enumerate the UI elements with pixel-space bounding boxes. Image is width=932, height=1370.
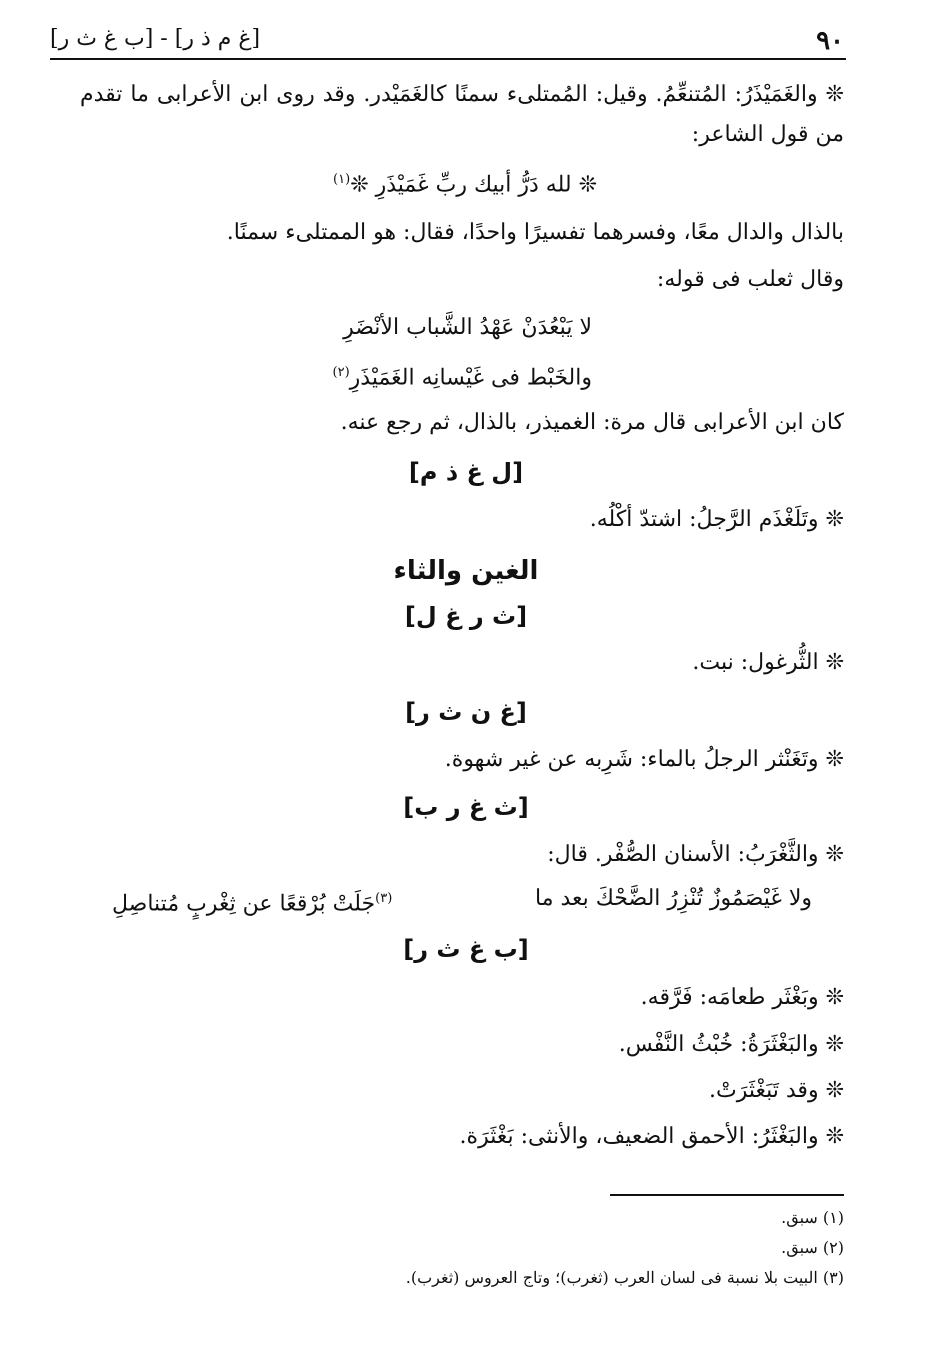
page-number: ٩٠: [816, 26, 844, 56]
root-heading: [ث ر غ ل]: [404, 602, 528, 630]
paragraph-line: من قول الشاعر:: [691, 122, 844, 147]
footnote-divider: [610, 1194, 844, 1196]
entry-line: ❊ الثُّرغول: نبت.: [692, 650, 844, 675]
footnote-marker: (٢): [332, 365, 350, 380]
root-heading: [غ ن ث ر]: [405, 698, 527, 726]
entry-line: ❊ وبَغْثَر طعامَه: فَرَّقه.: [640, 985, 844, 1010]
entry-line: ❊ والثَّغْرَبُ: الأسنان الصُّفْر. قال:: [547, 842, 844, 867]
paragraph-line: ❊ والغَمَيْذَرُ: المُتنعِّمُ. وقيل: المُمتلىء سمنًا كالغَمَيْدر. وقد روى ابن الأعرابى ما تقدم: [80, 82, 844, 107]
paragraph-line: كان ابن الأعرابى قال مرة: الغميذر، بالذال، ثم رجع عنه.: [340, 410, 844, 435]
entry-line: ❊ والبَغْثَرُ: الأحمق الضعيف، والأنثى: بَغْثَرَة.: [459, 1124, 844, 1149]
footnote-marker: (١): [333, 172, 351, 187]
entry-line: ❊ والبَغْثَرَةُ: خُبْثُ النَّفْس.: [618, 1032, 844, 1057]
poem-text: والخَبْط فى غَيْسانِه الغَمَيْذَرِ: [349, 365, 592, 391]
entry-line: ❊ وقد تَبَغْثَرَتْ.: [709, 1078, 844, 1103]
paragraph-line: بالذال والدال معًا، وفسرهما تفسيرًا واحدًا، فقال: هو الممتلىء سمنًا.: [226, 220, 844, 245]
paragraph-line: وقال ثعلب فى قوله:: [656, 267, 844, 292]
entry-line: ❊ وتَغَنْثر الرجلُ بالماء: شَرِبه عن غير شهوة.: [444, 747, 844, 772]
footnote-marker: (٣): [375, 891, 393, 906]
footnote: (٣) البيت بلا نسبة فى لسان العرب (ثغرب)؛ وتاج العروس (ثغرب).: [405, 1268, 844, 1287]
root-heading: [ل غ ذ م]: [408, 458, 524, 486]
verse-text: ❊ لله دَرُّ أبيك ربِّ غَمَيْذَرِ ❊: [350, 172, 597, 198]
header-divider: [50, 58, 846, 60]
footnote: (١) سبق.: [781, 1208, 844, 1227]
poem-line: لا يَبْعُدَنْ عَهْدُ الشَّباب الأنْضَرِ: [343, 315, 592, 340]
section-heading: الغين والثاء: [393, 556, 539, 586]
running-title: [غ م ذ ر] - [ب غ ث ر]: [50, 26, 261, 51]
footnote: (٢) سبق.: [781, 1238, 844, 1257]
entry-line: ❊ وتَلَغْذَم الرَّجلُ: اشتدّ أكْلُه.: [589, 507, 844, 532]
verse-text: جَلَتْ بُرْقعًا عن ثِغْربٍ مُتناصِلِ: [112, 891, 376, 917]
verse-line: [333, 165, 597, 200]
root-heading: [ب غ ث ر]: [403, 935, 529, 963]
verse-hemistich-left: [112, 884, 392, 919]
poem-line: [333, 358, 592, 393]
verse-hemistich-right: ولا غَيْصَمُوزٌ تُنْزِرُ الضَّحْكَ بعد ما: [535, 886, 812, 911]
root-heading: [ث غ ر ب]: [403, 793, 529, 821]
